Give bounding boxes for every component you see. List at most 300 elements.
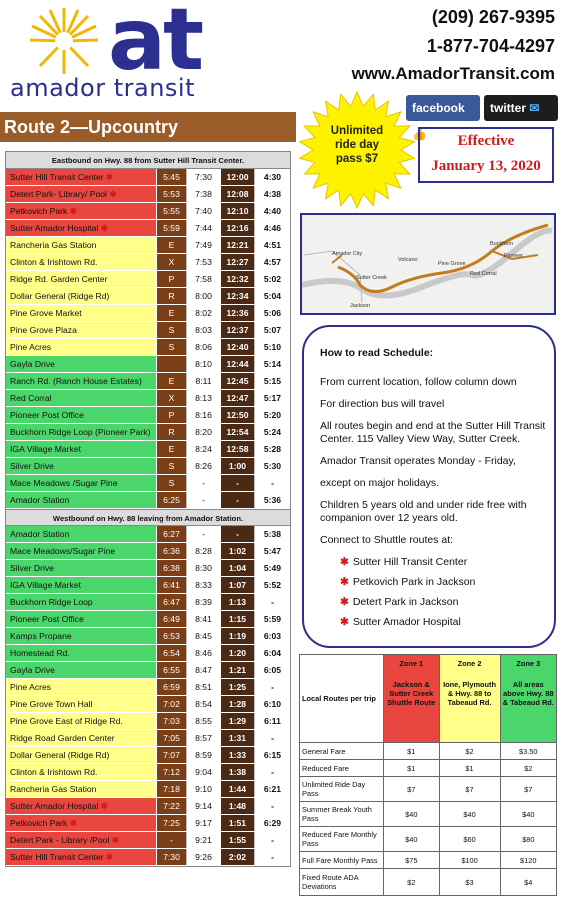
departure-time: 1:07 xyxy=(220,577,254,593)
departure-time: 9:26 xyxy=(186,849,220,865)
departure-time: 5:45 xyxy=(156,169,186,185)
departure-time: 6:11 xyxy=(254,713,290,729)
departure-time: 12:50 xyxy=(220,407,254,423)
fare-corner-label: Local Routes per trip xyxy=(300,655,384,743)
stop-name: Dollar General (Ridge Rd) xyxy=(6,747,156,763)
stop-name: Sutter Hill Transit Center ✱ xyxy=(6,169,156,185)
departure-time: 5:15 xyxy=(254,373,290,389)
departure-time: 1:13 xyxy=(220,594,254,610)
map-label: Buckhorn xyxy=(490,241,514,247)
stop-name: Mace Meadows/Sugar Pine xyxy=(6,543,156,559)
departure-time: 8:26 xyxy=(186,458,220,474)
stop-name: Pine Grove Town Hall xyxy=(6,696,156,712)
schedule-row xyxy=(6,458,290,475)
fare-amount: $7 xyxy=(384,777,440,802)
zone-name: Zone 1 xyxy=(399,659,424,668)
departure-time: 8:39 xyxy=(186,594,220,610)
departure-time: 12:21 xyxy=(220,237,254,253)
departure-time: 1:21 xyxy=(220,662,254,678)
departure-time: 9:14 xyxy=(186,798,220,814)
departure-time: 6:04 xyxy=(254,645,290,661)
departure-time: 12:58 xyxy=(220,441,254,457)
schedule-row xyxy=(6,186,290,203)
star-icon: ✱ xyxy=(340,616,349,628)
fare-type: Summer Break Youth Pass xyxy=(300,802,384,827)
amador-transit-logo xyxy=(8,0,208,102)
departure-time: 7:18 xyxy=(156,781,186,797)
stop-name: Petkovich Park ✱ xyxy=(6,815,156,831)
stop-name: IGA Village Market xyxy=(6,577,156,593)
departure-time: 8:06 xyxy=(186,339,220,355)
departure-time: - xyxy=(254,679,290,695)
fare-row xyxy=(300,869,557,896)
stop-name: Ranch Rd. (Ranch House Estates) xyxy=(6,373,156,389)
schedule-row xyxy=(6,713,290,730)
schedule-row xyxy=(6,407,290,424)
departure-time: - xyxy=(186,526,220,542)
stop-name: Red Corral xyxy=(6,390,156,406)
departure-time: 8:47 xyxy=(186,662,220,678)
fare-amount: $2 xyxy=(384,869,440,896)
departure-time: 8:45 xyxy=(186,628,220,644)
departure-time: 8:33 xyxy=(186,577,220,593)
star-icon: ✱ xyxy=(340,556,349,568)
departure-time: 7:30 xyxy=(186,169,220,185)
departure-time: 12:40 xyxy=(220,339,254,355)
schedule-table xyxy=(5,151,291,867)
shuttle-stop: ✱ Petkovich Park in Jackson xyxy=(340,576,476,588)
departure-time: 8:30 xyxy=(186,560,220,576)
departure-time: 5:59 xyxy=(254,611,290,627)
stop-name: Homestead Rd. xyxy=(6,645,156,661)
stop-name: Rancheria Gas Station xyxy=(6,237,156,253)
departure-time: 8:03 xyxy=(186,322,220,338)
departure-time: 6:47 xyxy=(156,594,186,610)
departure-time: - xyxy=(254,475,290,491)
stop-name: Silver Drive xyxy=(6,560,156,576)
departure-time: 6:59 xyxy=(156,679,186,695)
departure-time: 12:44 xyxy=(220,356,254,372)
departure-time: 8:59 xyxy=(186,747,220,763)
departure-time: 6:36 xyxy=(156,543,186,559)
info-line: For direction bus will travel xyxy=(320,398,445,410)
departure-time: 12:36 xyxy=(220,305,254,321)
logo-wordmark: amador transit xyxy=(10,74,195,102)
departure-time: 7:53 xyxy=(186,254,220,270)
zone-description: All areas above Hwy. 88 & Tabeaud Rd. xyxy=(502,680,554,707)
departure-time: 8:02 xyxy=(186,305,220,321)
fare-amount: $3.50 xyxy=(500,743,556,760)
departure-time: X xyxy=(156,390,186,406)
departure-time: 1:51 xyxy=(220,815,254,831)
schedule-row xyxy=(6,832,290,849)
route-map-graphic xyxy=(302,215,554,313)
fare-amount: $7 xyxy=(500,777,556,802)
stop-name: IGA Village Market xyxy=(6,441,156,457)
departure-time: 7:58 xyxy=(186,271,220,287)
schedule-row xyxy=(6,373,290,390)
star-icon: ✱ xyxy=(109,835,119,845)
departure-time: 8:51 xyxy=(186,679,220,695)
departure-time: 12:37 xyxy=(220,322,254,338)
departure-time: 1:25 xyxy=(220,679,254,695)
fare-amount: $3 xyxy=(439,869,500,896)
departure-time: P xyxy=(156,271,186,287)
departure-time: 8:54 xyxy=(186,696,220,712)
fare-amount: $2 xyxy=(500,760,556,777)
fare-amount: $4 xyxy=(500,869,556,896)
departure-time: R xyxy=(156,288,186,304)
departure-time: 4:51 xyxy=(254,237,290,253)
effective-label: Effective xyxy=(457,133,515,149)
departure-time: 1:55 xyxy=(220,832,254,848)
departure-time: 5:07 xyxy=(254,322,290,338)
info-line: Connect to Shuttle routes at: xyxy=(320,534,454,546)
departure-time: - xyxy=(156,832,186,848)
fare-amount: $75 xyxy=(384,852,440,869)
schedule-row xyxy=(6,305,290,322)
stop-name: Pioneer Post Office xyxy=(6,407,156,423)
fare-type: Reduced Fare Monthly Pass xyxy=(300,827,384,852)
fare-amount: $120 xyxy=(500,852,556,869)
schedule-row xyxy=(6,628,290,645)
departure-time: S xyxy=(156,475,186,491)
fare-row xyxy=(300,743,557,760)
star-icon: ✱ xyxy=(67,818,77,828)
fare-row xyxy=(300,802,557,827)
zone-description: Ione, Plymouth & Hwy. 88 to Tabeaud Rd. xyxy=(443,680,497,707)
departure-time: - xyxy=(186,475,220,491)
stop-name: Gayla Drive xyxy=(6,662,156,678)
schedule-row xyxy=(6,475,290,492)
departure-time: 8:13 xyxy=(186,390,220,406)
departure-time: 6:03 xyxy=(254,628,290,644)
departure-time: P xyxy=(156,407,186,423)
departure-time: 9:10 xyxy=(186,781,220,797)
route-title: Route 2—Upcountry xyxy=(0,112,296,142)
westbound-heading: Westbound on Hwy. 88 leaving from Amador Station. xyxy=(6,509,290,526)
departure-time: 5:06 xyxy=(254,305,290,321)
schedule-row xyxy=(6,543,290,560)
departure-time: 5:38 xyxy=(254,526,290,542)
map-label: Sutter Creek xyxy=(356,275,387,281)
departure-time xyxy=(156,356,186,372)
departure-time: 7:49 xyxy=(186,237,220,253)
stop-name: Buckhorn Ridge Loop xyxy=(6,594,156,610)
departure-time: 8:41 xyxy=(186,611,220,627)
departure-time: 9:04 xyxy=(186,764,220,780)
day-pass-starburst xyxy=(296,90,418,210)
eastbound-heading: Eastbound on Hwy. 88 from Sutter Hill Transit Center. xyxy=(6,152,290,169)
departure-time: 8:57 xyxy=(186,730,220,746)
map-label: Red Corral xyxy=(470,271,497,277)
departure-time: 6:55 xyxy=(156,662,186,678)
schedule-row xyxy=(6,203,290,220)
departure-time: 5:28 xyxy=(254,441,290,457)
departure-time: 7:12 xyxy=(156,764,186,780)
departure-time: S xyxy=(156,339,186,355)
fare-amount: $40 xyxy=(500,802,556,827)
departure-time: 6:21 xyxy=(254,781,290,797)
departure-time: X xyxy=(156,254,186,270)
schedule-row xyxy=(6,730,290,747)
fare-row xyxy=(300,760,557,777)
effective-date: January 13, 2020 xyxy=(431,158,541,174)
departure-time: E xyxy=(156,441,186,457)
departure-time: 6:38 xyxy=(156,560,186,576)
shuttle-stop: ✱ Detert Park in Jackson xyxy=(340,596,459,608)
website-link[interactable]: www.AmadorTransit.com xyxy=(351,64,555,83)
schedule-row xyxy=(6,254,290,271)
departure-time: 12:00 xyxy=(220,169,254,185)
departure-time: - xyxy=(186,492,220,508)
departure-time: 9:17 xyxy=(186,815,220,831)
departure-time: 12:16 xyxy=(220,220,254,236)
logo-mark: at xyxy=(108,0,202,90)
stop-name: Pioneer Post Office xyxy=(6,611,156,627)
star-icon: ✱ xyxy=(98,223,108,233)
departure-time: 6:49 xyxy=(156,611,186,627)
how-to-read-box xyxy=(302,325,556,648)
departure-time: 5:04 xyxy=(254,288,290,304)
departure-time: - xyxy=(254,849,290,865)
info-line: All routes begin and end at the Sutter Hill Transit Center. 115 Valley View Way, Sutter Creek. xyxy=(320,420,546,445)
schedule-row xyxy=(6,798,290,815)
info-line: except on major holidays. xyxy=(320,477,440,489)
departure-time: 6:41 xyxy=(156,577,186,593)
schedule-row xyxy=(6,220,290,237)
departure-time: 7:03 xyxy=(156,713,186,729)
departure-time: 2:02 xyxy=(220,849,254,865)
departure-time: 8:11 xyxy=(186,373,220,389)
map-label: Pioneer xyxy=(504,253,523,259)
schedule-row xyxy=(6,611,290,628)
departure-time: 8:55 xyxy=(186,713,220,729)
stop-name: Dollar General (Ridge Rd) xyxy=(6,288,156,304)
departure-time: - xyxy=(220,492,254,508)
stop-name: Pine Grove Market xyxy=(6,305,156,321)
fare-type: Reduced Fare xyxy=(300,760,384,777)
departure-time: 7:30 xyxy=(156,849,186,865)
departure-time: 1:04 xyxy=(220,560,254,576)
stop-name: Detert Park - Library /Pool ✱ xyxy=(6,832,156,848)
departure-time: 6:25 xyxy=(156,492,186,508)
departure-time: 4:57 xyxy=(254,254,290,270)
info-line: Amador Transit operates Monday - Friday, xyxy=(320,455,516,467)
fare-amount: $2 xyxy=(439,743,500,760)
map-label: Amador City xyxy=(332,251,363,257)
departure-time: 5:24 xyxy=(254,424,290,440)
schedule-row xyxy=(6,849,290,866)
departure-time: 12:54 xyxy=(220,424,254,440)
effective-date-box xyxy=(418,127,554,183)
info-line: Children 5 years old and under ride free with companion over 12 years old. xyxy=(320,499,527,524)
fare-amount: $1 xyxy=(439,760,500,777)
departure-time: 6:27 xyxy=(156,526,186,542)
schedule-row xyxy=(6,645,290,662)
departure-time: - xyxy=(254,730,290,746)
departure-time: R xyxy=(156,424,186,440)
departure-time: 7:22 xyxy=(156,798,186,814)
schedule-row xyxy=(6,339,290,356)
departure-time: 1:48 xyxy=(220,798,254,814)
schedule-row xyxy=(6,492,290,509)
departure-time: 12:10 xyxy=(220,203,254,219)
stop-name: Silver Drive xyxy=(6,458,156,474)
departure-time: 7:44 xyxy=(186,220,220,236)
schedule-row xyxy=(6,560,290,577)
schedule-row xyxy=(6,662,290,679)
stop-name: Mace Meadows /Sugar Pine xyxy=(6,475,156,491)
fare-row xyxy=(300,777,557,802)
shuttle-stop: ✱ Sutter Amador Hospital xyxy=(340,616,461,628)
phone-tollfree[interactable]: 1-877-704-4297 xyxy=(426,36,555,56)
departure-time: 6:10 xyxy=(254,696,290,712)
map-label: Pine Grove xyxy=(438,261,466,267)
stop-name: Pine Grove Plaza xyxy=(6,322,156,338)
departure-time: 7:05 xyxy=(156,730,186,746)
departure-time: 1:38 xyxy=(220,764,254,780)
departure-time: 7:07 xyxy=(156,747,186,763)
fare-amount: $1 xyxy=(384,743,440,760)
fare-amount: $1 xyxy=(384,760,440,777)
fare-amount: $40 xyxy=(384,827,440,852)
schedule-row xyxy=(6,577,290,594)
schedule-row xyxy=(6,781,290,798)
departure-time: 8:28 xyxy=(186,543,220,559)
zone-header xyxy=(439,655,500,743)
star-icon: ✱ xyxy=(340,596,349,608)
departure-time: 12:32 xyxy=(220,271,254,287)
stop-name: Detert Park- Library/ Pool ✱ xyxy=(6,186,156,202)
shuttle-stop: ✱ Sutter Hill Transit Center xyxy=(340,556,468,568)
departure-time: 5:59 xyxy=(156,220,186,236)
schedule-row xyxy=(6,237,290,254)
departure-time: 4:38 xyxy=(254,186,290,202)
info-line: From current location, follow column down xyxy=(320,376,517,388)
departure-time: - xyxy=(254,764,290,780)
star-icon: ✱ xyxy=(106,189,117,199)
westbound-rows xyxy=(6,526,290,866)
departure-time: 5:20 xyxy=(254,407,290,423)
departure-time: - xyxy=(254,798,290,814)
stop-name: Amador Station xyxy=(6,492,156,508)
departure-time: 12:34 xyxy=(220,288,254,304)
stop-name: Clinton & Irishtown Rd. xyxy=(6,254,156,270)
fare-amount: $7 xyxy=(439,777,500,802)
star-icon: ✱ xyxy=(103,172,114,182)
stop-name: Ridge Rd. Garden Center xyxy=(6,271,156,287)
departure-time: - xyxy=(220,475,254,491)
stop-name: Sutter Hill Transit Center ✱ xyxy=(6,849,156,865)
departure-time: 1:20 xyxy=(220,645,254,661)
schedule-row xyxy=(6,390,290,407)
departure-time: 7:40 xyxy=(186,203,220,219)
zone-header xyxy=(384,655,440,743)
map-label: Jackson xyxy=(350,303,371,309)
schedule-row xyxy=(6,322,290,339)
schedule-row xyxy=(6,764,290,781)
schedule-row xyxy=(6,356,290,373)
stop-name: Kamps Propane xyxy=(6,628,156,644)
departure-time: 12:45 xyxy=(220,373,254,389)
departure-time: - xyxy=(254,594,290,610)
departure-time: E xyxy=(156,373,186,389)
twitter-label: twitter xyxy=(490,101,526,115)
departure-time: E xyxy=(156,237,186,253)
schedule-row xyxy=(6,696,290,713)
zone-name: Zone 2 xyxy=(457,659,482,668)
departure-time: S xyxy=(156,322,186,338)
schedule-row xyxy=(6,424,290,441)
departure-time: 5:52 xyxy=(254,577,290,593)
departure-time: 9:21 xyxy=(186,832,220,848)
departure-time: 1:02 xyxy=(220,543,254,559)
departure-time: 6:15 xyxy=(254,747,290,763)
stop-name: Amador Station xyxy=(6,526,156,542)
departure-time: 8:16 xyxy=(186,407,220,423)
fare-amount: $40 xyxy=(384,802,440,827)
fare-table xyxy=(299,654,557,896)
shuttle-stop-list xyxy=(320,556,546,629)
schedule-row xyxy=(6,815,290,832)
departure-time: 5:02 xyxy=(254,271,290,287)
departure-time: 12:27 xyxy=(220,254,254,270)
departure-time: 7:25 xyxy=(156,815,186,831)
stop-name: Pine Acres xyxy=(6,339,156,355)
departure-time: 5:30 xyxy=(254,458,290,474)
bird-icon: ✉ xyxy=(529,101,540,115)
departure-time: 8:24 xyxy=(186,441,220,457)
stop-name: Gayla Drive xyxy=(6,356,156,372)
schedule-row xyxy=(6,594,290,611)
info-heading: How to read Schedule: xyxy=(320,347,434,359)
stop-name: Pine Acres xyxy=(6,679,156,695)
star-icon: ✱ xyxy=(98,801,108,811)
departure-time: 1:00 xyxy=(220,458,254,474)
promo-line-2: ride day xyxy=(334,139,380,151)
departure-time: - xyxy=(254,832,290,848)
stop-name: Ridge Road Garden Center xyxy=(6,730,156,746)
departure-time: 6:05 xyxy=(254,662,290,678)
stop-name: Pine Grove East of Ridge Rd. xyxy=(6,713,156,729)
stop-name: Rancheria Gas Station xyxy=(6,781,156,797)
fare-type: Unlimited Ride Day Pass xyxy=(300,777,384,802)
zone-description: Jackson & Sutter Creek Shuttle Route xyxy=(387,680,436,707)
departure-time: 6:53 xyxy=(156,628,186,644)
promo-line-1: Unlimited xyxy=(330,125,384,137)
departure-time: 5:53 xyxy=(156,186,186,202)
fare-amount: $40 xyxy=(439,802,500,827)
fare-row xyxy=(300,852,557,869)
route-map xyxy=(300,213,556,315)
departure-time: 4:30 xyxy=(254,169,290,185)
phone-local[interactable]: (209) 267-9395 xyxy=(431,7,555,27)
fare-type: General Fare xyxy=(300,743,384,760)
departure-time: - xyxy=(220,526,254,542)
schedule-row xyxy=(6,169,290,186)
schedule-row xyxy=(6,271,290,288)
departure-time: 5:10 xyxy=(254,339,290,355)
departure-time: 5:49 xyxy=(254,560,290,576)
zone-name: Zone 3 xyxy=(516,659,541,668)
departure-time: 1:31 xyxy=(220,730,254,746)
stop-name: Buckhorn Ridge Loop (Pioneer Park) xyxy=(6,424,156,440)
departure-time: 8:00 xyxy=(186,288,220,304)
twitter-button[interactable] xyxy=(484,95,558,121)
fare-type: Fixed Route ADA Deviations xyxy=(300,869,384,896)
departure-time: 1:29 xyxy=(220,713,254,729)
